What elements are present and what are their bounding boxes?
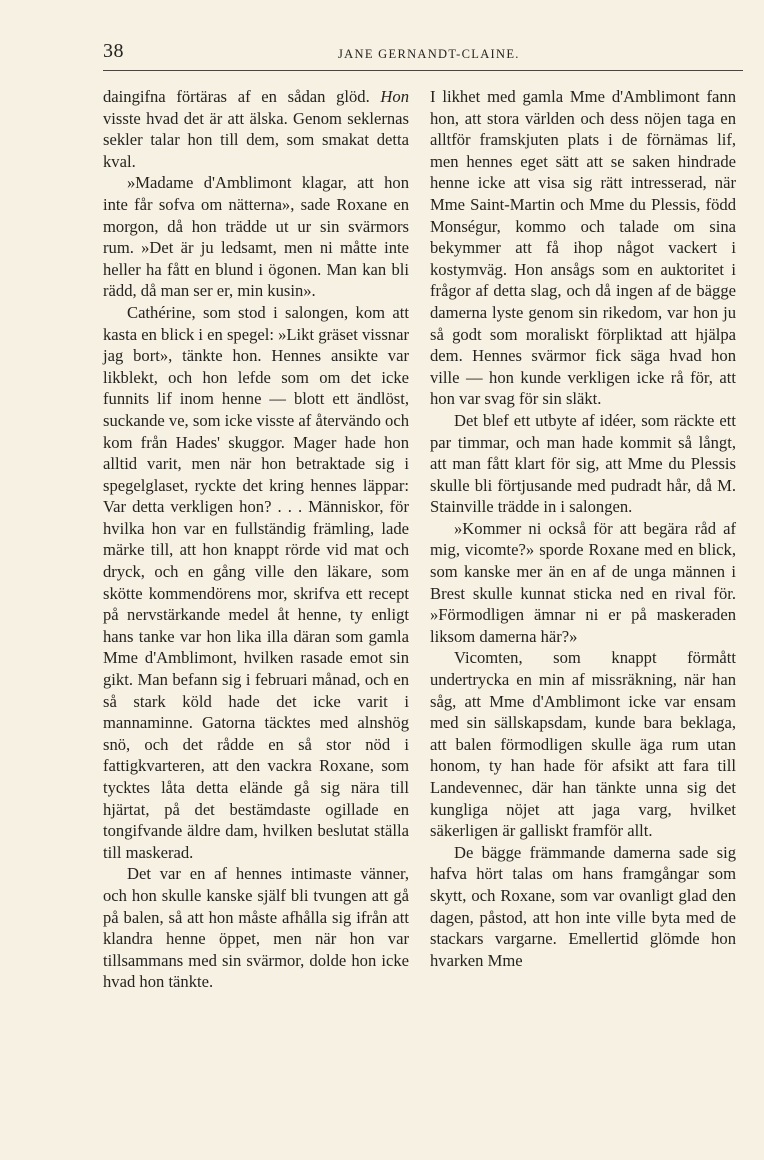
paragraph-text: daingifna förtäras af en sådan glöd. — [103, 87, 381, 106]
right-column — [430, 86, 736, 971]
paragraph: I likhet med gamla Mme d'Amblimont fann hon, att stora världen och dess nöjen taga en alltför framskjuten plats i de förnämas lif, men hennes eget sätt att se saken hindrade henne icke att visa sig rätt intresserad, när Mme Saint-Martin och Mme du Plessis, född Monségur, kommo och talade om sina bekymmer att få ihop något vackert i kostymväg. Hon ansågs som en auktoritet i frågor af detta slag, och då ingen af de bägge damerna lyste genom sin rikedom, var hon ju så godt som moraliskt förpliktad att hjälpa dem. Hennes svärmor fick säga hvad hon ville — hon kunde verkligen icke rå för, att hon var svag för sin släkt. — [430, 87, 736, 409]
header-rule — [103, 70, 743, 71]
left-column — [103, 86, 409, 993]
paragraph: »Madame d'Amblimont klagar, att hon inte får sofva om nätterna», sade Roxane en morgon, då hon trädde ut ur sin svärmors rum. »Det är ju ledsamt, men ni måtte inte heller ha fått en blund i ögonen. Man kan bli rädd, då man ser er, min kusin». — [103, 173, 409, 301]
paragraph: De bägge främmande damerna sade sig hafva hört talas om hans framgångar som skytt, och Roxane, som var ovanligt glad den dagen, påstod, att hon inte ville byta med de stackars vargarne. Emellertid glömde hon hvarken Mme — [430, 842, 736, 970]
emphasis-text: Hon — [380, 87, 409, 106]
page-header — [103, 40, 743, 70]
paragraph: Vicomten, som knappt förmått undertrycka en min af missräkning, när han såg, att Mme d'Amblimont icke var ensam med sin sällskapsdam, kunde bara beklaga, att balen förmodligen skulle äga rum utan honom, ty han hade för afsikt att fara till Landevennec, där han tänkte unna sig det kungliga nöjet att jaga varg, hvilket säkerligen är galliskt framför allt. — [430, 648, 736, 841]
paragraph: Det var en af hennes intimaste vänner, och hon skulle kanske själf bli tvungen att gå på balen, så att hon måste afhålla sig ifrån att klandra henne öppet, men när hon var tillsammans med sin svärmor, dolde hon icke hvad hon tänkte. — [103, 864, 409, 992]
page-number: 38 — [103, 40, 124, 62]
running-head: JANE GERNANDT-CLAINE. — [338, 47, 520, 61]
paragraph — [103, 86, 409, 172]
paragraph-text: visste hvad det är att älska. Genom seklernas sekler talar hon till dem, som smakat detta kval. — [103, 108, 409, 171]
paragraph: Det blef ett utbyte af idéer, som räckte ett par timmar, och man hade kommit så långt, att man fått klart för sig, att Mme du Plessis skulle bli förtjusande med pudradt hår, då M. Stainville trädde in i salongen. — [430, 410, 736, 517]
paragraph: »Kommer ni också för att begära råd af mig, vicomte?» sporde Roxane med en blick, som kanske mer än en af de unga männen i Brest skulle kunnat sticka ned en rival för. »Förmodligen ämnar ni er på maskeraden liksom damerna här?» — [430, 518, 736, 646]
paragraph: Cathérine, som stod i salongen, kom att kasta en blick i en spegel: »Likt gräset vissnar jag bort», tänkte hon. Hennes ansikte var likblekt, och hon lefde som om det icke funnits lif inom henne — blott ett ändlöst, suckande ve, som icke visste af återvändo och kom från Hades' skuggor. Mager hade hon alltid varit, men när hon betraktade sig i spegelglaset, ryckte det kring hennes läppar: Var detta verkligen hon? . . . Människor, för hvilka hon var en fullständig främling, lade märke till, att hon knappt rörde vid mat och dryck, och en gång ville den läkare, som skötte kommendörens mor, skrifva ett recept på nervstärkande medel åt henne, ty enligt hans tanke var hon lika illa däran som gamla Mme d'Amblimont, hvilken rasade emot sin gikt. Man befann sig i februari månad, och en så stark köld hade det icke varit i mannaminne. Gatorna täcktes med alnshög snö, och det rådde en så stor nöd i fattigkvarteren, att den vackra Roxane, som tycktes låta detta elände gå sig nära till hjärtat, på det bestämdaste ogillade en tongifvande äldre dam, hvilken beslutat ställa till maskerad. — [103, 302, 409, 862]
